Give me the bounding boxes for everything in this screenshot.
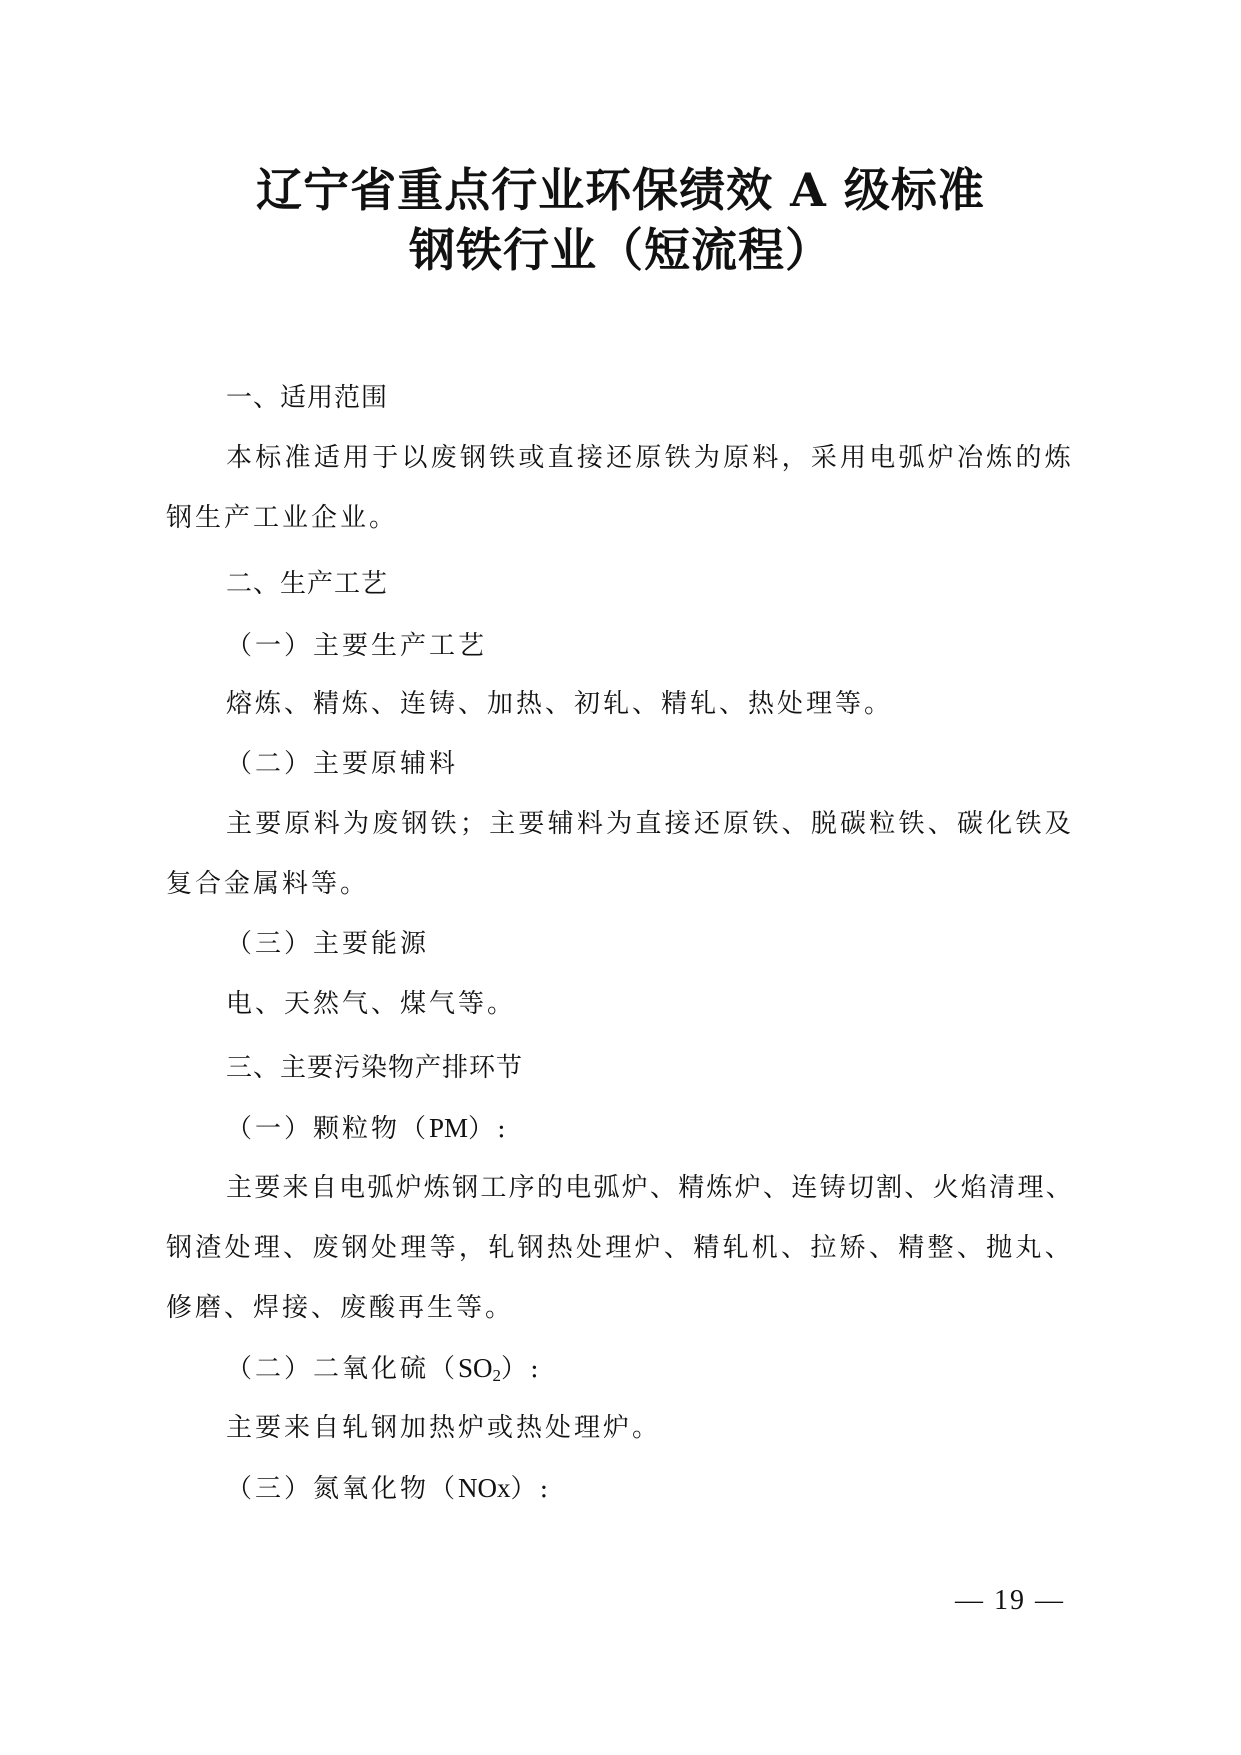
pm-sources-line2: 钢渣处理、废钢处理等，轧钢热处理炉、精轧机、拉矫、精整、抛丸、 xyxy=(166,1233,1074,1263)
so2-code xyxy=(458,1353,501,1383)
pm-sources-line1: 主要来自电弧炉炼钢工序的电弧炉、精炼炉、连铸切割、火焰清理、 xyxy=(226,1173,1074,1203)
main-process-text: 熔炼、精炼、连铸、加热、初轧、精轧、热处理等。 xyxy=(226,689,894,719)
page-number: — 19 — xyxy=(955,1585,1065,1616)
subheading-pm xyxy=(226,1110,509,1147)
so2-sources-text: 主要来自轧钢加热炉或热处理炉。 xyxy=(226,1413,662,1443)
so2-code-main: SO xyxy=(458,1353,493,1383)
section-heading-scope: 一、适用范围 xyxy=(226,383,389,413)
pm-code: PM xyxy=(429,1113,469,1143)
so2-suffix: ）: xyxy=(501,1354,542,1384)
so2-prefix: （二）二氧化硫（ xyxy=(226,1354,459,1384)
raw-materials-line1: 主要原料为废钢铁；主要辅料为直接还原铁、脱碳粒铁、碳化铁及 xyxy=(226,809,1074,839)
raw-materials-line2: 复合金属料等。 xyxy=(166,869,370,899)
subheading-energy: （三）主要能源 xyxy=(226,929,430,959)
section-heading-pollutants: 三、主要污染物产排环节 xyxy=(226,1053,524,1083)
nox-code: NOx xyxy=(458,1473,511,1503)
subheading-raw-materials: （二）主要原辅料 xyxy=(226,749,459,779)
document-title-line1: 辽宁省重点行业环保绩效 A 级标准 xyxy=(256,163,985,217)
scope-paragraph-line1: 本标准适用于以废钢铁或直接还原铁为原料，采用电弧炉冶炼的炼 xyxy=(226,443,1074,473)
document-title-line2: 钢铁行业（短流程） xyxy=(409,223,832,277)
nox-suffix: ）: xyxy=(510,1474,552,1504)
pm-prefix: （一）颗粒物（ xyxy=(226,1114,430,1144)
subheading-main-process: （一）主要生产工艺 xyxy=(226,631,488,661)
nox-prefix: （三）氮氧化物（ xyxy=(226,1474,459,1504)
so2-code-subscript: 2 xyxy=(492,1366,502,1385)
pm-sources-line3: 修磨、焊接、废酸再生等。 xyxy=(166,1293,515,1323)
section-heading-process: 二、生产工艺 xyxy=(226,569,389,599)
energy-text: 电、天然气、煤气等。 xyxy=(226,989,517,1019)
subheading-nox xyxy=(226,1470,551,1507)
scope-paragraph-line2: 钢生产工业企业。 xyxy=(166,503,399,533)
pm-suffix: ）: xyxy=(468,1114,509,1144)
subheading-so2 xyxy=(226,1350,542,1387)
